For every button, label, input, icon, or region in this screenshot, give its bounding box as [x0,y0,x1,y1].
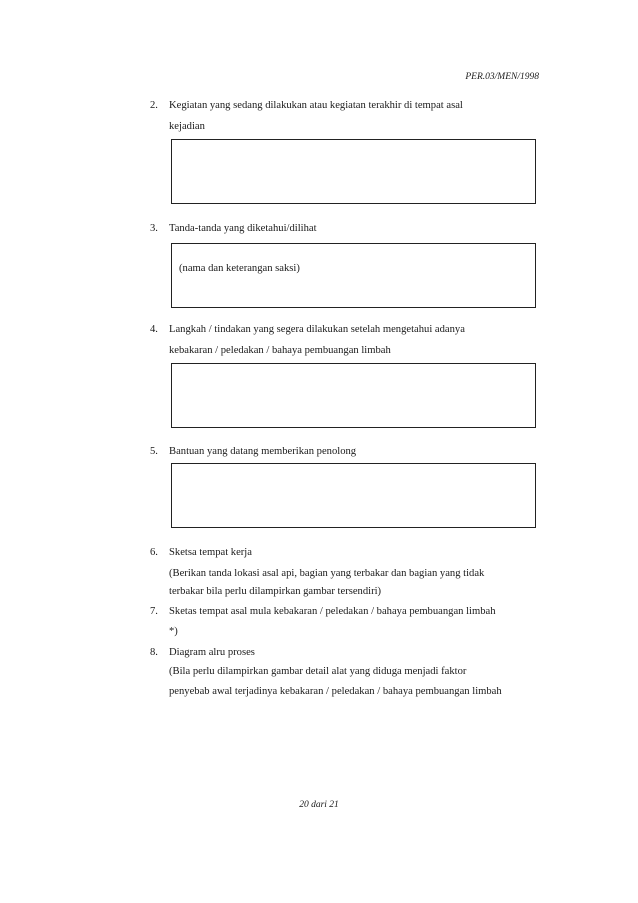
item-number: 7. [150,606,158,617]
item-text-line: Langkah / tindakan yang segera dilakukan setelah mengetahui adanya [169,324,465,335]
answer-box[interactable] [171,243,536,308]
item-text-line: *) [169,626,178,637]
answer-box[interactable] [171,139,536,204]
item-text-line: Kegiatan yang sedang dilakukan atau kegiatan terakhir di tempat asal [169,100,463,111]
answer-box[interactable] [171,363,536,428]
item-number: 2. [150,100,158,111]
document-reference: PER.03/MEN/1998 [465,72,539,82]
page-number: 20 dari 21 [299,800,339,810]
item-text-line: Sketas tempat asal mula kebakaran / peledakan / bahaya pembuangan limbah [169,606,496,617]
item-text-line: Diagram alru proses [169,647,255,658]
item-number: 8. [150,647,158,658]
item-text-line: penyebab awal terjadinya kebakaran / peledakan / bahaya pembuangan limbah [169,686,502,697]
item-text-line: (Bila perlu dilampirkan gambar detail alat yang diduga menjadi faktor [169,666,467,677]
item-text-line: kebakaran / peledakan / bahaya pembuangan limbah [169,345,391,356]
item-number: 4. [150,324,158,335]
item-number: 5. [150,446,158,457]
item-text-line: terbakar bila perlu dilampirkan gambar tersendiri) [169,586,382,597]
item-text-line: Bantuan yang datang memberikan penolong [169,446,357,457]
item-text-line: (Berikan tanda lokasi asal api, bagian yang terbakar dan bagian yang tidak [169,568,485,579]
item-number: 3. [150,223,158,234]
item-text-line: kejadian [169,121,205,132]
answer-box[interactable] [171,463,536,528]
item-text-line: Tanda-tanda yang diketahui/dilihat [169,223,317,234]
item-text-line: Sketsa tempat kerja [169,547,252,558]
box-hint-text: (nama dan keterangan saksi) [179,263,300,274]
item-number: 6. [150,547,158,558]
